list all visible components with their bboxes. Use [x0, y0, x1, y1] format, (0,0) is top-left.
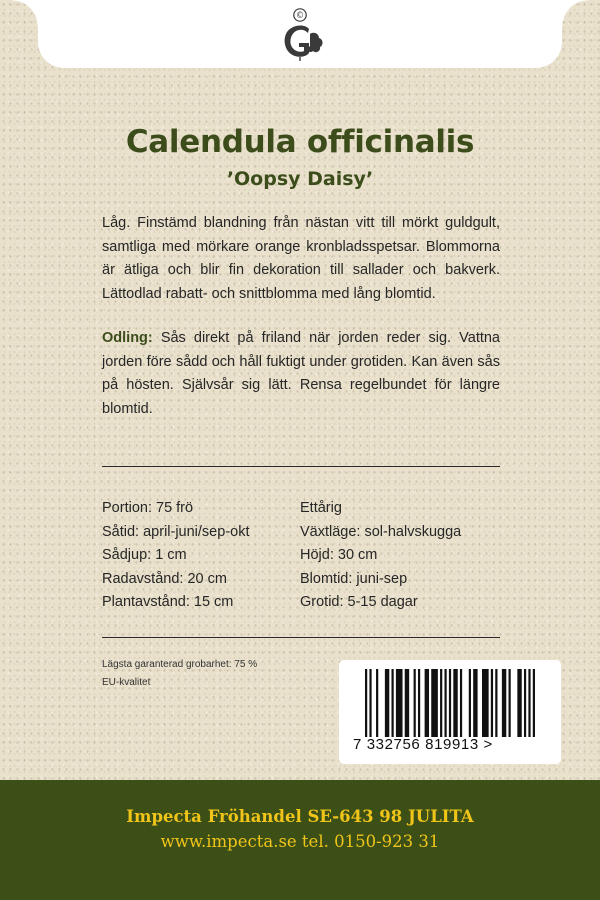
barcode-bars — [365, 669, 535, 737]
fact-location: Växtläge: sol-halvskugga — [300, 523, 462, 540]
barcode-bar — [414, 669, 416, 737]
cultivation-paragraph — [102, 327, 500, 421]
impecta-g-logo-icon — [276, 4, 326, 62]
variety-subtitle: ’Oopsy Daisy’ — [226, 168, 374, 190]
barcode-bar — [495, 669, 497, 737]
barcode-bar — [440, 669, 442, 737]
barcode-bar — [491, 669, 493, 737]
facts-left-column — [102, 497, 250, 615]
germination-note: Lägsta garanterad grobarhet: 75 % — [102, 659, 258, 670]
barcode-bar — [473, 669, 477, 737]
barcode-bar — [431, 669, 438, 737]
species-title: Calendula officinalis — [125, 124, 475, 160]
barcode-bar — [533, 669, 535, 737]
impecta-logo — [276, 4, 326, 62]
barcode — [339, 660, 561, 764]
barcode-bar — [482, 669, 489, 737]
barcode-bar — [509, 669, 511, 737]
fact-sowing-time: Såtid: april-juni/sep-okt — [102, 523, 250, 540]
copyright-mark: © — [295, 11, 305, 22]
footer-contact: www.impecta.se tel. 0150-923 31 — [160, 832, 440, 851]
barcode-bar — [391, 669, 393, 737]
barcode-bar — [425, 669, 429, 737]
barcode-bar — [524, 669, 526, 737]
quality-note: EU-kvalitet — [102, 677, 151, 688]
barcode-bar — [469, 669, 471, 737]
fact-germination-time: Grotid: 5-15 dagar — [300, 594, 418, 610]
barcode-bar — [405, 669, 409, 737]
cultivation-text: Sås direkt på friland när jorden reder sig. Vattna jorden före sådd och håll fuktigt under grotiden. Kan även sås på hösten. Självsår sig lätt. Rensa regelbundet för längre blomtid. — [102, 330, 500, 417]
barcode-bar — [460, 669, 462, 737]
barcode-bar — [396, 669, 403, 737]
facts-right-column — [300, 497, 461, 615]
divider-bottom — [102, 637, 500, 638]
fact-plant-spacing: Plantavstånd: 15 cm — [102, 594, 234, 610]
description-paragraph: Låg. Finstämd blandning från nästan vitt till mörkt guldgult, samtliga med mörkare orange kronbladsspetsar. Blommorna är ätliga och blir fin dekoration till sallader och bakverk. Lättodlad rabatt- och snittblomma med lång blomtid. — [102, 215, 500, 302]
barcode-bar — [502, 669, 506, 737]
fact-height: Höjd: 30 cm — [300, 547, 378, 563]
barcode-bar — [449, 669, 451, 737]
barcode-bar — [528, 669, 530, 737]
barcode-bar — [376, 669, 378, 737]
footer-company: Impecta Fröhandel SE-643 98 JULITA — [126, 807, 474, 826]
barcode-bar — [385, 669, 389, 737]
cultivation-label: Odling: — [102, 330, 153, 346]
fact-lifecycle: Ettårig — [300, 500, 342, 516]
barcode-bar — [418, 669, 420, 737]
barcode-bar — [517, 669, 521, 737]
fact-row-spacing: Radavstånd: 20 cm — [102, 570, 227, 587]
fact-portion: Portion: 75 frö — [102, 500, 194, 516]
barcode-number: 7 332756 819913 > — [353, 736, 493, 753]
barcode-bar — [444, 669, 446, 737]
fact-sowing-depth: Sådjup: 1 cm — [102, 547, 187, 563]
barcode-bar — [365, 669, 367, 737]
divider-top — [102, 466, 500, 467]
barcode-bar — [453, 669, 457, 737]
barcode-bar — [369, 669, 371, 737]
fact-bloom-time: Blomtid: juni-sep — [300, 570, 408, 587]
